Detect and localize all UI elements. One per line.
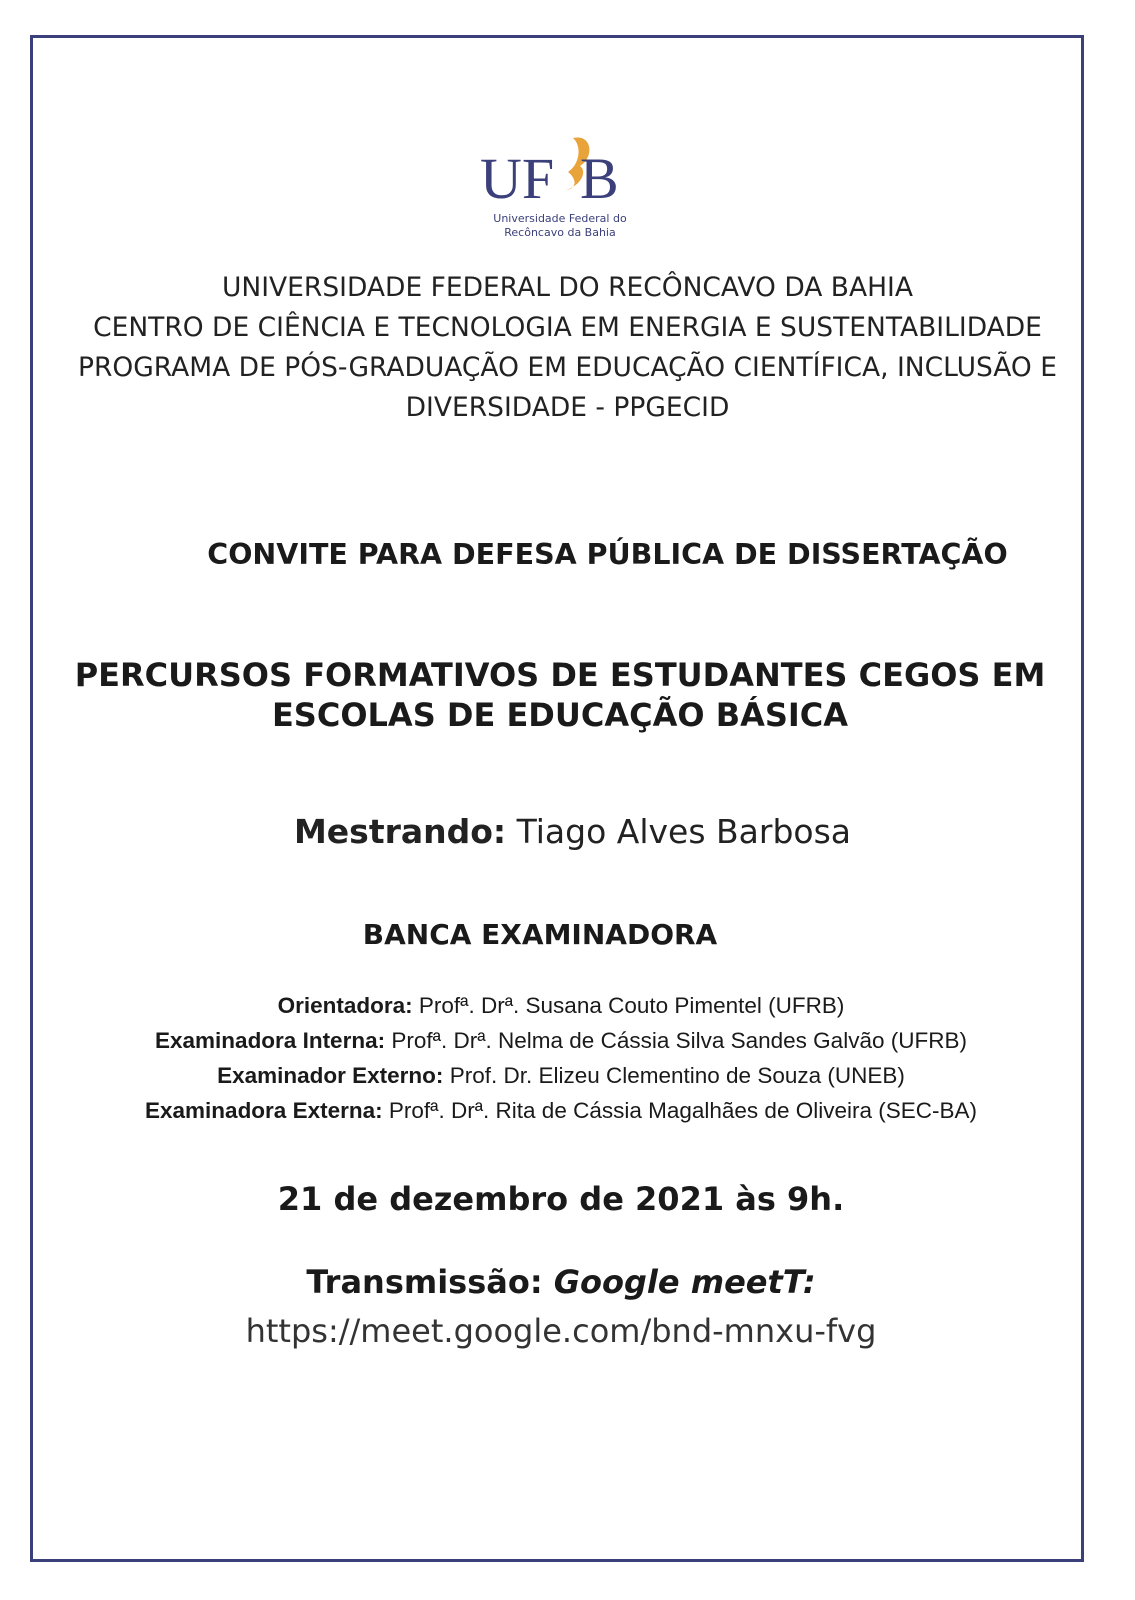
transmission-platform: Google meetT:: [553, 1263, 816, 1301]
ufrb-logo-mark: [470, 128, 650, 212]
banca-member: [30, 1023, 1092, 1058]
logo-subtitle-line2: Recôncavo da Bahia: [504, 226, 616, 239]
member-name: Profª. Drª. Susana Couto Pimentel (UFRB): [418, 993, 845, 1018]
institution-header: [30, 268, 1105, 428]
student-line: [30, 812, 1115, 851]
header-university: UNIVERSIDADE FEDERAL DO RECÔNCAVO DA BAHIA: [222, 272, 913, 303]
logo-text-right: B: [580, 146, 619, 211]
dissertation-title: [30, 655, 1090, 735]
logo-subtitle: [470, 212, 650, 240]
member-role: Orientadora:: [277, 993, 413, 1018]
header-program-line2: DIVERSIDADE - PPGECID: [405, 392, 730, 423]
logo-subtitle-line1: Universidade Federal do: [493, 212, 627, 225]
student-label: Mestrando:: [293, 812, 507, 851]
banca-members: [30, 988, 1092, 1128]
invite-title: CONVITE PARA DEFESA PÚBLICA DE DISSERTAÇÃO: [207, 538, 1008, 571]
member-role: Examinadora Externa:: [145, 1098, 383, 1123]
transmission-label: Transmissão:: [306, 1263, 543, 1301]
member-role: Examinadora Interna:: [155, 1028, 386, 1053]
ufrb-logo: [470, 128, 650, 246]
transmission-line: [30, 1263, 1092, 1301]
banca-title: BANCA EXAMINADORA: [362, 918, 718, 951]
header-center: CENTRO DE CIÊNCIA E TECNOLOGIA EM ENERGIA E SUSTENTABILIDADE: [93, 312, 1042, 343]
logo-text-left: UF: [480, 146, 555, 211]
member-name: Profª. Drª. Nelma de Cássia Silva Sandes Galvão (UFRB): [391, 1028, 967, 1053]
dissertation-title-line1: PERCURSOS FORMATIVOS DE ESTUDANTES CEGOS EM: [74, 656, 1046, 694]
member-name: Profª. Drª. Rita de Cássia Magalhães de Oliveira (SEC-BA): [388, 1098, 977, 1123]
member-role: Examinador Externo:: [217, 1063, 444, 1088]
student-name: Tiago Alves Barbosa: [516, 812, 852, 851]
member-name: Prof. Dr. Elizeu Clementino de Souza (UNEB): [449, 1063, 905, 1088]
meeting-link[interactable]: https://meet.google.com/bnd-mnxu-fvg: [245, 1312, 877, 1350]
dissertation-title-line2: ESCOLAS DE EDUCAÇÃO BÁSICA: [271, 696, 849, 734]
header-program-line1: PROGRAMA DE PÓS-GRADUAÇÃO EM EDUCAÇÃO CIENTÍFICA, INCLUSÃO E: [78, 352, 1057, 383]
banca-member: [30, 988, 1092, 1023]
banca-member: [30, 1058, 1092, 1093]
event-date: 21 de dezembro de 2021 às 9h.: [277, 1180, 845, 1218]
banca-member: [30, 1093, 1092, 1128]
